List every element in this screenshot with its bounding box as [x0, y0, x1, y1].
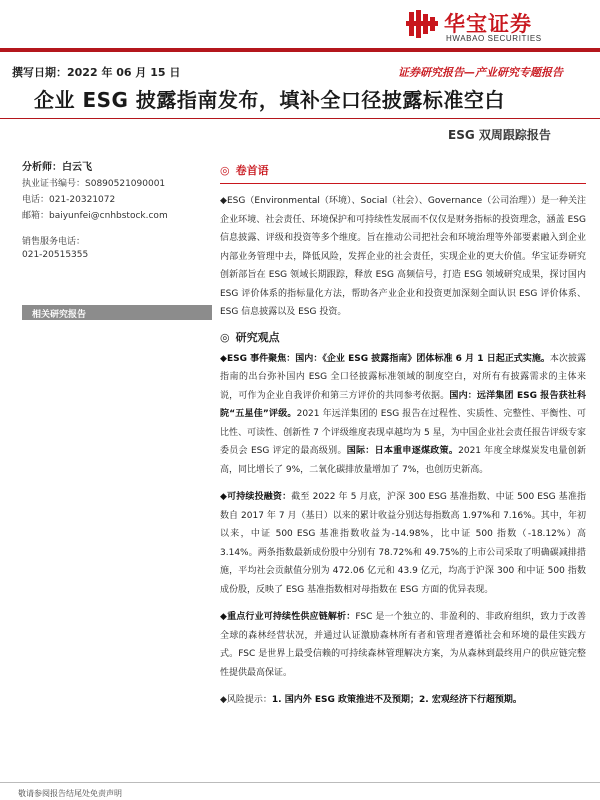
intro-paragraph: ◆ESG（Environmental（环境）、Social（社会）、Governance（公司治理））是一种关注企业环境、社会责任、环境保护和可持续性发展而不仅仅是财务指标的投资理念，涵盖 ESG 信息披露、评级和投资等多个维度。旨在推动公司把社会和环境治理等外部要素融入到企业内部业务管理中去，降低风险，发挥企业的社会责任，实现企业的更大价值。华宝证券研究创新部旨在 ESG 领域长期跟踪，释放 ESG 高频信号，打造 ESG 领域研究成果，探讨国内 ESG 评价体系的指标量化方法，帮助各产业企业和投资更加深刻全面认识 ESG 评价体系、ESG 信息披露以及 ESG 投资。	[220, 196, 586, 317]
footer-disclaimer[interactable]: 敬请参阅报告结尾处免责声明	[18, 789, 122, 798]
report-subtitle: ESG 双周跟踪报告	[448, 128, 551, 142]
title-divider	[0, 118, 600, 119]
related-reports-label: 相关研究报告	[32, 310, 87, 320]
sales-phone: 021-20515355	[22, 250, 89, 260]
event-focus-paragraph: ◆ESG 事件聚焦：国内：《企业 ESG 披露指南》团体标准 6 月 1 日起正式实施。本次披露指南的出台弥补国内 ESG 全口径披露标准领域的制度空白，对所有有披露需求的主体来说，可作为企业自我评价和第三方评价的共同参考依据。国内：远洋集团 ESG 报告获社科院“五星佳”评级。2021 年远洋集团的 ESG 报告在过程性、实质性、完整性、平衡性、可比性、可读性、创新性 7 个评级维度表现卓越均为 5 星，为中国企业社会责任报告评级专家委员会 ESG 评定的最高级别。国际：日本重申逐煤政策。2021 年度全球煤炭发电量创新高，同比增长了 9%，二氧化碳排放量增加了 7%，也创历史新高。	[220, 353, 586, 475]
analyst-phone: 电话：021-20321072	[22, 195, 116, 205]
analyst-cert: 执业证书编号：S0890521090001	[22, 179, 166, 189]
intro-heading: ◎ 卷首语	[220, 162, 586, 180]
sustainable-finance-paragraph: ◆可持续投融资：截至 2022 年 5 月底，沪深 300 ESG 基准指数、中证 500 ESG 基准指数自 2017 年 7 月（基日）以来的累计收益分别达每指数高 1.97%和 7.16%。其中，年初以来，中证 500 ESG 基准指数收益为-14.98%，比中证 500 指数（-18.12%）高 3.14%。两条指数最新成份股中分别有 78.72%和 49.75%的上市公司采取了明确碳减排措施，平均社会贡献值分别为 472.06 亿元和 43.9 亿元，均高于沪深 300 和中证 500 指数成份股，反映了 ESG 基准指数相对母指数在 ESG 方面的优异表现。	[220, 492, 587, 595]
related-reports-bar[interactable]	[22, 305, 212, 320]
page-title: 企业 ESG 披露指南发布，填补全口径披露标准空白	[34, 88, 505, 112]
header-divider	[0, 48, 600, 52]
analyst-name: 分析师：白云飞	[22, 162, 92, 173]
target-icon: ◎	[220, 331, 230, 345]
intro-divider	[220, 183, 586, 184]
report-category: 证券研究报告—产业研究专题报告	[398, 66, 563, 79]
analyst-email[interactable]: 邮箱：baiyunfei@cnhbstock.com	[22, 211, 168, 221]
footer-divider	[0, 782, 600, 783]
target-icon: ◎	[220, 163, 230, 177]
sidebar	[22, 158, 212, 260]
supply-chain-paragraph: ◆重点行业可持续性供应链解析：FSC 是一个独立的、非盈利的、非政府组织，致力于改善全球的森林经营状况，并通过认证激励森林所有者和管理者遵循社会和环境的最佳实践方式。FSC 是世界上最受信赖的可持续森林管理解决方案，为从森林到最终用户的供应链完整性提供最高保证。	[220, 612, 586, 678]
risk-paragraph: ◆风险提示：1. 国内外 ESG 政策推进不及预期；2. 宏观经济下行超预期。	[220, 695, 522, 705]
sales-label: 销售服务电话：	[22, 237, 86, 247]
views-heading: ◎ 研究观点	[220, 330, 586, 348]
brand-name-cn: 华宝证券	[444, 12, 532, 36]
main-content	[220, 162, 586, 710]
brand-logo	[402, 6, 592, 46]
hwabao-logo-icon	[406, 8, 438, 40]
brand-name-en: HWABAO SECURITIES	[446, 34, 542, 43]
report-date: 撰写日期：2022 年 06 月 15 日	[12, 66, 181, 79]
